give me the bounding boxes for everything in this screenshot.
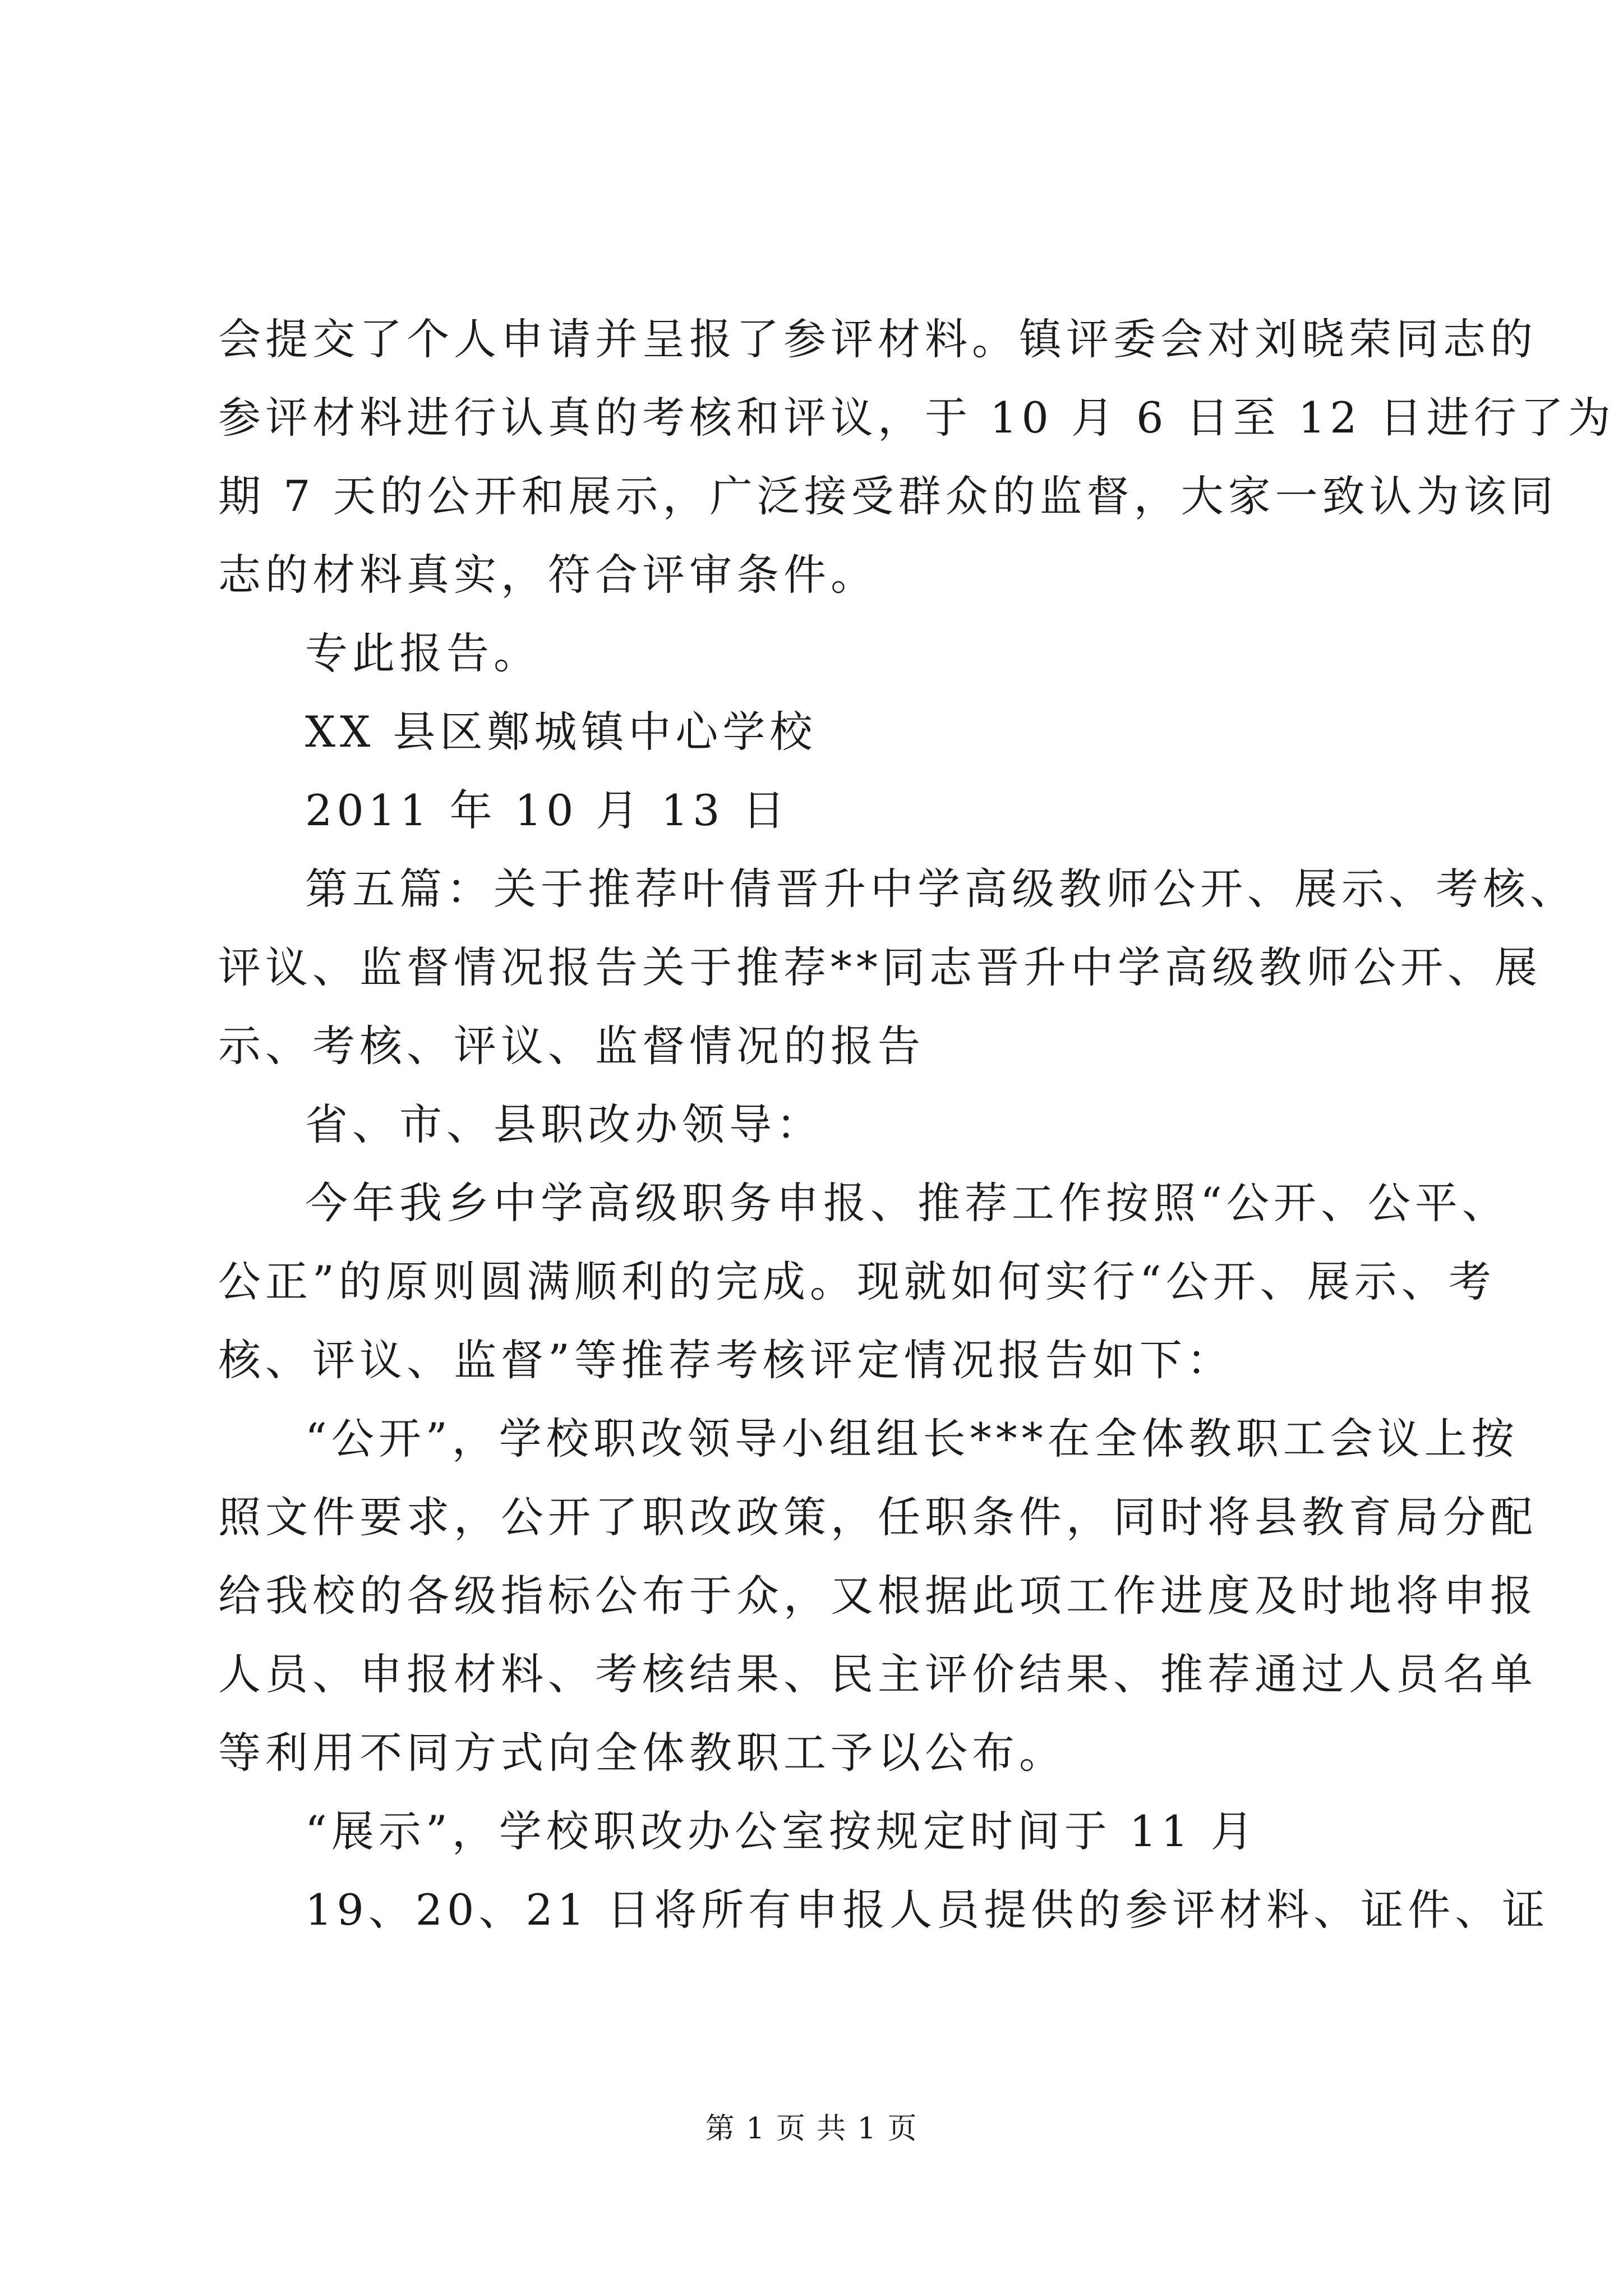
text-line: “公开”，学校职改领导小组组长***在全体教职工会议上按 bbox=[305, 1414, 1519, 1464]
text-line: 核、评议、监督”等推荐考核评定情况报告如下： bbox=[218, 1335, 1234, 1385]
text-line: 会提交了个人申请并呈报了参评材料。镇评委会对刘晓荣同志的 bbox=[218, 314, 1537, 364]
text-line: “展示”，学校职改办公室按规定时间于 11 月 bbox=[305, 1806, 1258, 1856]
page-footer: 第 1 页 共 1 页 bbox=[705, 2112, 918, 2146]
text-line: 2011 年 10 月 13 日 bbox=[305, 785, 790, 835]
text-line: 参评材料进行认真的考核和评议，于 10 月 6 日至 12 日进行了为 bbox=[218, 393, 1615, 443]
text-line: 公正”的原则圆满顺利的完成。现就如何实行“公开、展示、考 bbox=[218, 1257, 1496, 1306]
text-line: 等利用不同方式向全体教职工予以公布。 bbox=[218, 1728, 1066, 1778]
text-line: 人员、申报材料、考核结果、民主评价结果、推荐通过人员名单 bbox=[218, 1649, 1537, 1699]
text-line: XX 县区鄭城镇中心学校 bbox=[305, 707, 817, 757]
text-line: 给我校的各级指标公布于众，又根据此项工作进度及时地将申报 bbox=[218, 1571, 1537, 1621]
text-line: 19、20、21 日将所有申报人员提供的参评材料、证件、证 bbox=[305, 1885, 1550, 1935]
text-line: 第五篇：关于推荐叶倩晋升中学高级教师公开、展示、考核、 bbox=[305, 864, 1577, 914]
text-line: 期 7 天的公开和展示，广泛接受群众的监督，大家一致认为该同 bbox=[218, 471, 1558, 521]
text-line: 评议、监督情况报告关于推荐**同志晋升中学高级教师公开、展 bbox=[218, 942, 1542, 992]
text-line: 志的材料真实，符合评审条件。 bbox=[218, 550, 878, 600]
text-line: 今年我乡中学高级职务申报、推荐工作按照“公开、公平、 bbox=[305, 1178, 1509, 1228]
text-line: 示、考核、评议、监督情况的报告 bbox=[218, 1021, 925, 1071]
text-line: 省、市、县职改办领导： bbox=[305, 1099, 823, 1149]
text-line: 照文件要求，公开了职改政策，任职条件，同时将县教育局分配 bbox=[218, 1492, 1537, 1542]
text-line: 专此报告。 bbox=[305, 628, 541, 678]
